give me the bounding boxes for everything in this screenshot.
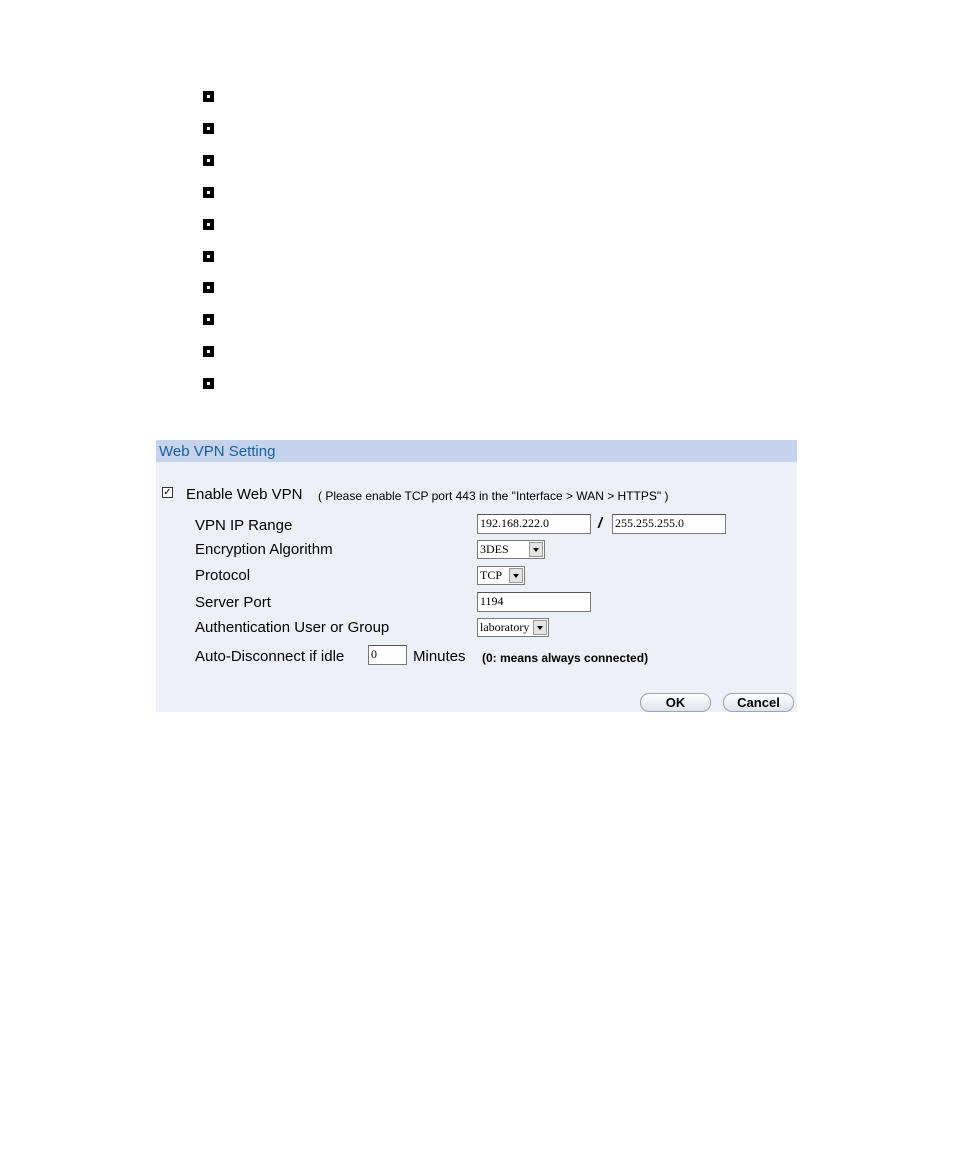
ok-button[interactable]: OK [640,693,711,712]
bullet-icon [203,282,214,293]
auto-disconnect-unit: Minutes [413,648,466,665]
bullet-icon [203,91,214,102]
panel-title: Web VPN Setting [159,443,276,460]
ip-mask-separator: / [598,515,603,532]
chevron-down-icon[interactable] [533,620,547,635]
chevron-down-icon[interactable] [509,568,523,583]
bullet-icon [203,155,214,166]
auto-disconnect-input[interactable]: 0 [368,645,407,665]
enable-web-vpn-label: Enable Web VPN [186,486,303,503]
encryption-algorithm-label: Encryption Algorithm [195,541,333,558]
server-port-input[interactable]: 1194 [477,592,591,612]
protocol-value: TCP [480,568,503,582]
authentication-value: laboratory [480,620,530,634]
vpn-ip-range-label: VPN IP Range [195,517,293,534]
panel-header [156,440,797,462]
bullet-icon [203,378,214,389]
auto-disconnect-note: (0: means always connected) [482,651,649,665]
vpn-ip-input[interactable]: 192.168.222.0 [477,514,591,534]
bullet-icon [203,187,214,198]
encryption-algorithm-select[interactable] [477,540,545,559]
authentication-label: Authentication User or Group [195,619,390,636]
bullet-icon [203,251,214,262]
auto-disconnect-label: Auto-Disconnect if idle [195,648,345,665]
server-port-label: Server Port [195,594,271,611]
bullet-icon [203,123,214,134]
enable-web-vpn-note: ( Please enable TCP port 443 in the "Interface > WAN > HTTPS" ) [318,489,669,503]
enable-web-vpn-checkbox[interactable]: ✓ [163,487,172,498]
authentication-select[interactable] [477,618,549,637]
bullet-icon [203,219,214,230]
bullet-icon [203,314,214,325]
cancel-button[interactable]: Cancel [723,693,794,712]
chevron-down-icon[interactable] [529,542,543,557]
protocol-select[interactable] [477,566,525,585]
protocol-label: Protocol [195,567,251,584]
bullet-icon [203,346,214,357]
encryption-algorithm-value: 3DES [480,542,509,556]
vpn-netmask-input[interactable]: 255.255.255.0 [612,514,726,534]
